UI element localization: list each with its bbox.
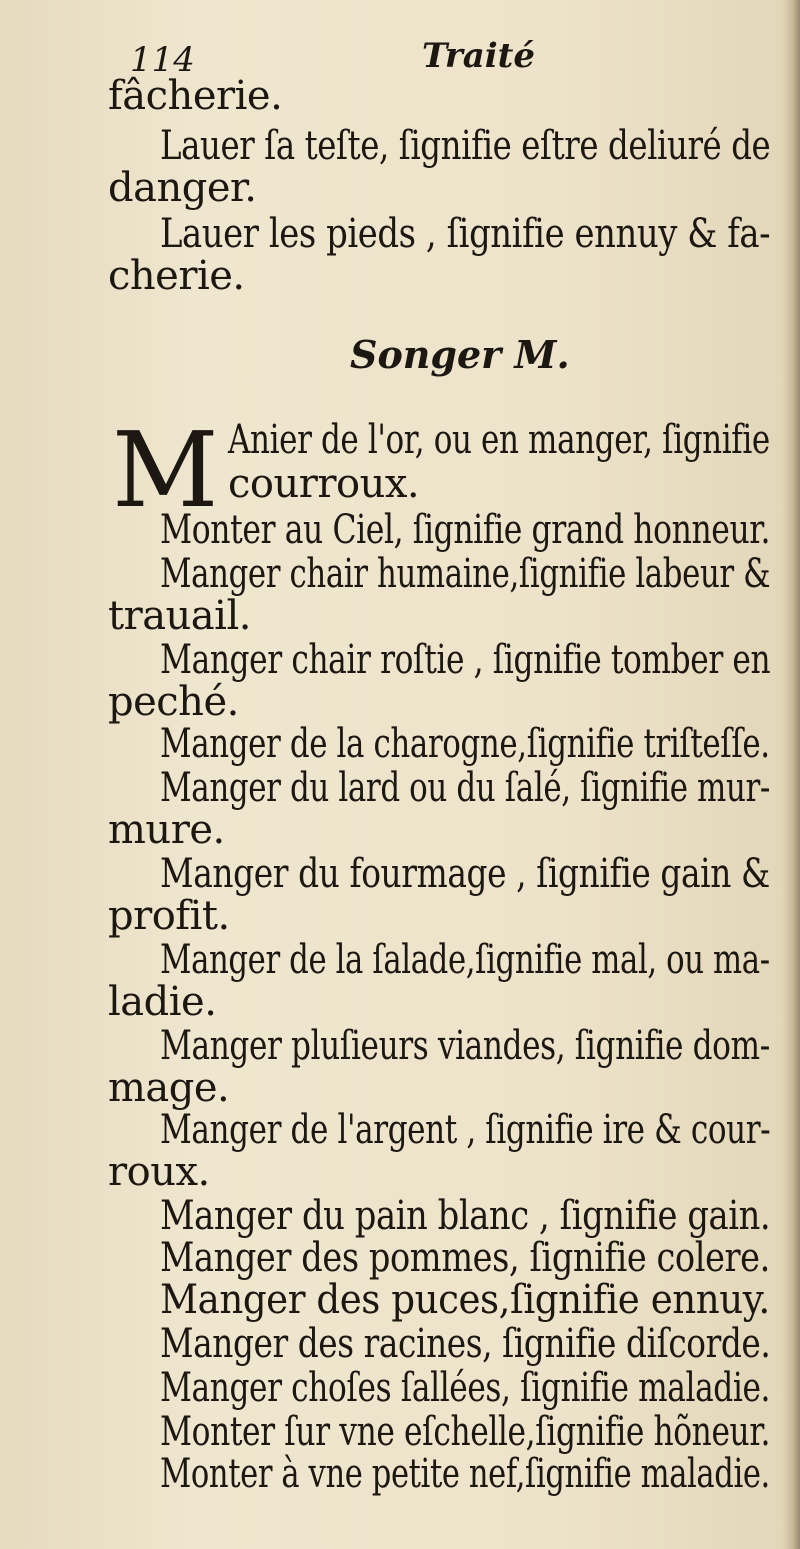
text-line: Manger du lard ou du ſalé, ſignifie mur- bbox=[160, 765, 770, 811]
page-edge-shadow bbox=[782, 0, 800, 1549]
text-line: peché. bbox=[108, 679, 239, 725]
text-line: Manger pluſieurs viandes, ſignifie dom- bbox=[160, 1023, 770, 1069]
page-number: 114 bbox=[130, 40, 195, 80]
text-line: courroux. bbox=[228, 461, 420, 507]
text-line: trauail. bbox=[108, 593, 251, 639]
text-line: ladie. bbox=[108, 979, 217, 1025]
text-line: Manger du fourmage , ſignifie gain & bbox=[160, 851, 770, 897]
text-line: Manger des pommes, ſignifie colere. bbox=[160, 1235, 770, 1281]
text-line: Manger des puces,ſignifie ennuy. bbox=[160, 1277, 770, 1323]
text-line: roux. bbox=[108, 1149, 210, 1195]
text-line: mure. bbox=[108, 807, 225, 853]
text-line: fâcherie. bbox=[108, 73, 283, 119]
text-line: profit. bbox=[108, 893, 230, 939]
text-line: Manger de la charogne,ſignifie triſteſſe. bbox=[160, 721, 770, 767]
text-line: danger. bbox=[108, 165, 257, 211]
text-line: Lauer ſa teſte, ſignifie eſtre deliuré de bbox=[160, 123, 771, 169]
text-line: Lauer les pieds , ſignifie ennuy & fa- bbox=[160, 211, 771, 257]
text-line: Manger de la ſalade,ſignifie mal, ou ma- bbox=[160, 937, 770, 983]
text-line: Manger choſes ſallées, ſignifie maladie. bbox=[160, 1365, 771, 1411]
text-line: Monter à vne petite nef,ſignifie maladie. bbox=[160, 1451, 770, 1497]
drop-cap: M bbox=[112, 409, 219, 531]
text-line: Manger chair roſtie , ſignifie tomber en bbox=[160, 637, 771, 683]
text-line: Manger de l'argent , ſignifie ire & cour- bbox=[160, 1107, 771, 1153]
text-line: Anier de l'or, ou en manger, ſignifie bbox=[228, 417, 770, 463]
text-line: mage. bbox=[108, 1065, 230, 1111]
text-line: Manger chair humaine,ſignifie labeur & bbox=[160, 551, 771, 597]
text-line: cherie. bbox=[108, 253, 245, 299]
section-title: Songer M. bbox=[350, 332, 570, 377]
text-line: Manger des racines, ſignifie diſcorde. bbox=[160, 1321, 771, 1367]
text-line: Monter ſur vne eſchelle,ſignifie hõneur. bbox=[160, 1409, 770, 1455]
running-title: Traité bbox=[422, 36, 536, 76]
text-line: Manger du pain blanc , ſignifie gain. bbox=[160, 1193, 771, 1239]
text-line: Monter au Ciel, ſignifie grand honneur. bbox=[160, 507, 771, 553]
